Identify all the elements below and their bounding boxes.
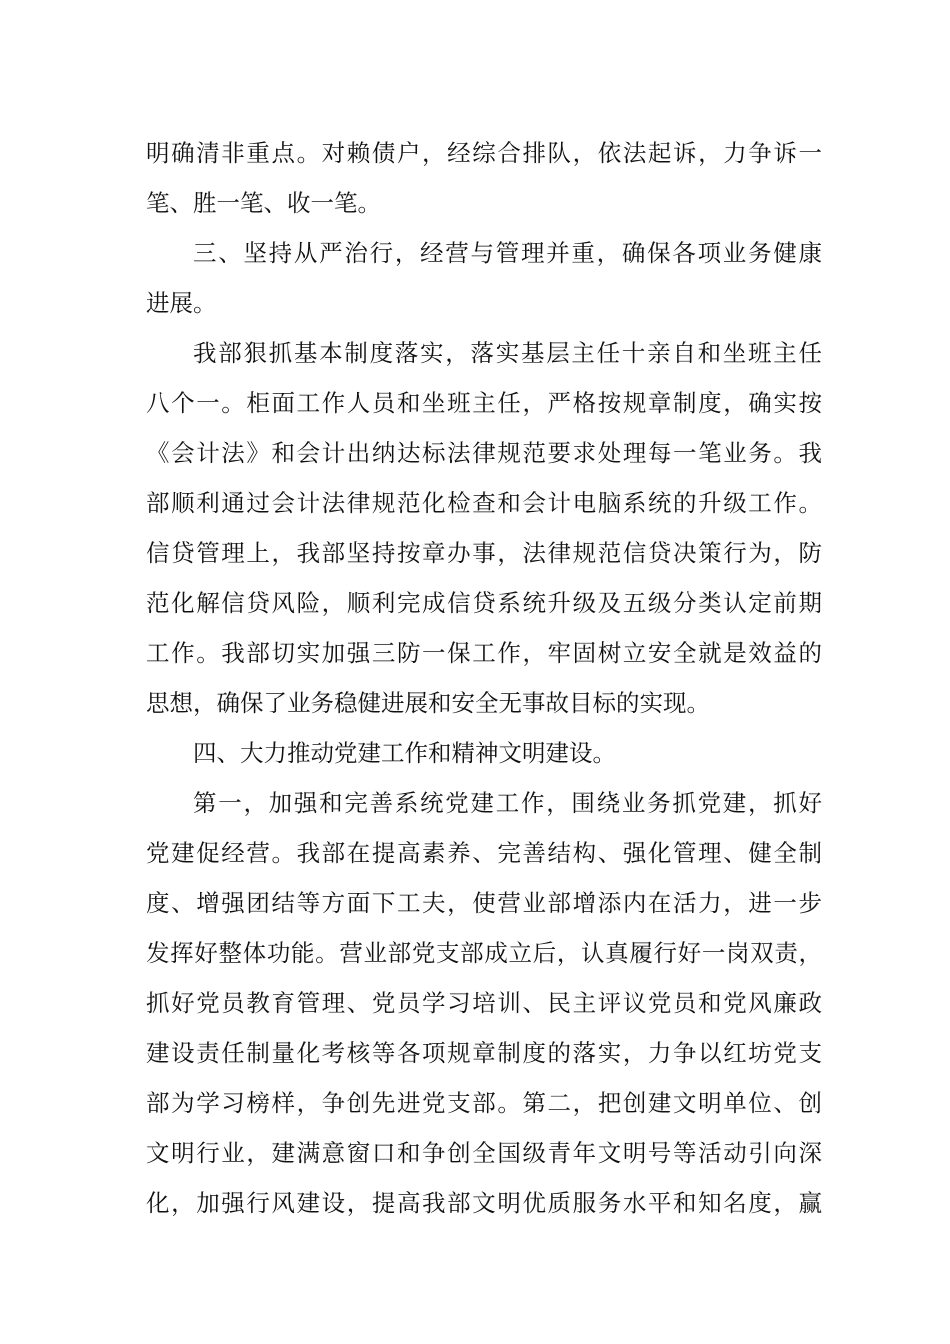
text-line: 发挥好整体功能。营业部党支部成立后，认真履行好一岗双责， xyxy=(146,939,822,967)
text-line: 抓好党员教育管理、党员学习培训、民主评议党员和党风廉政 xyxy=(146,989,822,1017)
text-line: 部为学习榜样，争创先进党支部。第二，把创建文明单位、创 xyxy=(146,1089,822,1117)
text-line: 八个一。柜面工作人员和坐班主任，严格按规章制度，确实按 xyxy=(146,389,822,417)
text-line: 思想，确保了业务稳健进展和安全无事故目标的实现。 xyxy=(146,689,710,717)
text-line: 第一，加强和完善系统党建工作，围绕业务抓党建，抓好 xyxy=(193,789,822,817)
text-line: 范化解信贷风险，顺利完成信贷系统升级及五级分类认定前期 xyxy=(146,589,822,617)
section-heading: 进展。 xyxy=(146,289,217,317)
text-line: 文明行业，建满意窗口和争创全国级青年文明号等活动引向深 xyxy=(146,1139,822,1167)
text-line: 化，加强行风建设，提高我部文明优质服务水平和知名度，赢 xyxy=(146,1189,822,1217)
section-heading: 三、坚持从严治行，经营与管理并重，确保各项业务健康 xyxy=(193,239,822,267)
text-line: 部顺利通过会计法律规范化检查和会计电脑系统的升级工作。 xyxy=(146,489,822,517)
text-line: 信贷管理上，我部坚持按章办事，法律规范信贷决策行为，防 xyxy=(146,539,822,567)
text-line: 《会计法》和会计出纳达标法律规范要求处理每一笔业务。我 xyxy=(146,439,822,467)
text-line: 建设责任制量化考核等各项规章制度的落实，力争以红坊党支 xyxy=(146,1039,822,1067)
section-heading: 四、大力推动党建工作和精神文明建设。 xyxy=(193,739,616,767)
text-line: 工作。我部切实加强三防一保工作，牢固树立安全就是效益的 xyxy=(146,639,822,667)
text-line: 党建促经营。我部在提高素养、完善结构、强化管理、健全制 xyxy=(146,839,822,867)
document-body xyxy=(146,128,822,1228)
text-line: 明确清非重点。对赖债户，经综合排队，依法起诉，力争诉一 xyxy=(146,139,822,167)
text-line: 度、增强团结等方面下工夫，使营业部增添内在活力，进一步 xyxy=(146,889,822,917)
text-line: 笔、胜一笔、收一笔。 xyxy=(146,189,381,217)
text-line: 我部狠抓基本制度落实，落实基层主任十亲自和坐班主任 xyxy=(193,339,822,367)
